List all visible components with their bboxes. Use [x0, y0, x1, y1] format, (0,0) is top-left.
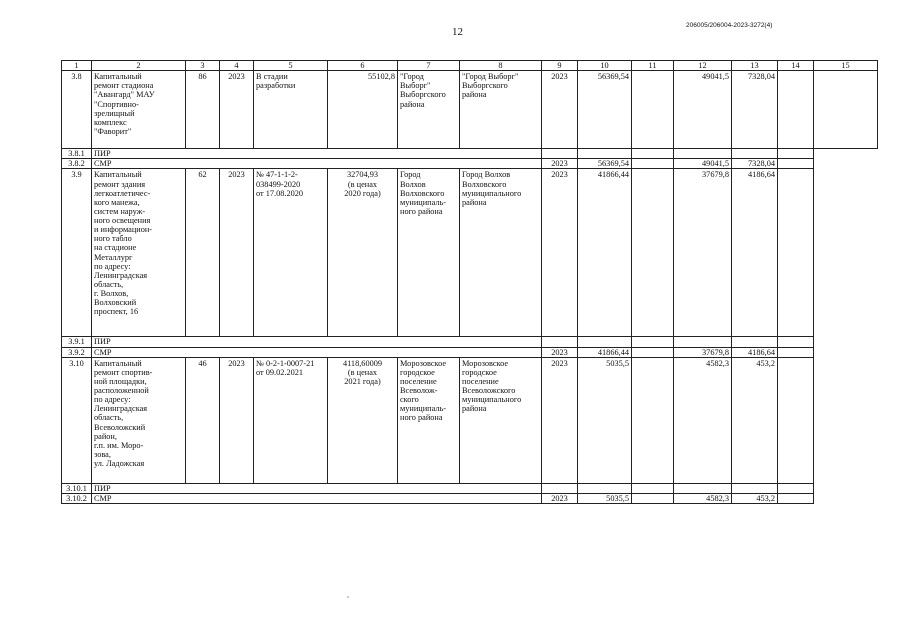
empty-cell — [814, 149, 878, 159]
local-amount: 453,2 — [732, 493, 778, 503]
column-number: 3 — [186, 61, 220, 71]
empty-cell — [814, 347, 878, 357]
regional-amount: 49041,5 — [674, 159, 732, 169]
object-name: Капитальный ремонт здания легкоатлетичес- кого манежа, систем наруж- ного освещения и информацион- ного табло на стадионе Металлург по адресу: Ленинградская область, г. Волхов, Волховский проспект, 16 — [92, 169, 186, 337]
item-number: 3.8 — [62, 71, 92, 149]
item-number: 3.9.2 — [62, 347, 92, 357]
empty-cell — [814, 357, 878, 483]
column-number: 11 — [632, 61, 674, 71]
empty-cell — [814, 337, 878, 347]
table-row — [62, 71, 878, 149]
cell-col3: 46 — [186, 357, 220, 483]
column-number: 8 — [460, 61, 542, 71]
empty-cell — [578, 149, 632, 159]
project-doc: № 0-2-1-0007-21 от 09.02.2021 — [254, 357, 328, 483]
local-amount: 4186,64 — [732, 169, 778, 337]
local-amount: 7328,04 — [732, 71, 778, 149]
empty-cell — [732, 149, 778, 159]
empty-cell — [632, 337, 674, 347]
regional-amount: 37679,8 — [674, 169, 732, 337]
empty-cell — [632, 483, 674, 493]
column-number: 1 — [62, 61, 92, 71]
project-doc: № 47-1-1-2- 038499-2020 от 17.08.2020 — [254, 169, 328, 337]
empty-cell — [542, 483, 578, 493]
empty-cell — [814, 169, 878, 337]
column-number: 15 — [814, 61, 878, 71]
year: 2023 — [542, 493, 578, 503]
stage-label: СМР — [92, 493, 542, 503]
empty-cell — [578, 337, 632, 347]
local-amount: 4186,64 — [732, 347, 778, 357]
item-number: 3.8.1 — [62, 149, 92, 159]
object-name: Капитальный ремонт спортив- ной площадки, расположенной по адресу: Ленинградская область, Всеволожский район, г.п. им. Моро- зова, ул. Ладожская — [92, 357, 186, 483]
table-row — [62, 169, 878, 337]
regional-amount: 37679,8 — [674, 347, 732, 357]
empty-cell — [814, 71, 878, 149]
empty-cell — [814, 493, 878, 503]
page-number: 12 — [452, 26, 463, 38]
customer: Город Волхов Волховского муниципального района — [460, 169, 542, 337]
empty-cell — [778, 357, 814, 483]
item-number: 3.10.1 — [62, 483, 92, 493]
local-amount: 453,2 — [732, 357, 778, 483]
table-row — [62, 357, 878, 483]
table-row — [62, 159, 878, 169]
empty-cell — [814, 483, 878, 493]
object-name: Капитальный ремонт стадиона "Авангард" МАУ "Спортивно- зрелищный комплекс "Фаворит" — [92, 71, 186, 149]
municipality: Город Волхов Волховского муниципаль- ного района — [398, 169, 460, 337]
column-number: 4 — [220, 61, 254, 71]
column-number: 13 — [732, 61, 778, 71]
empty-cell — [778, 71, 814, 149]
empty-cell — [778, 347, 814, 357]
table-row — [62, 149, 878, 159]
column-number: 7 — [398, 61, 460, 71]
year: 2023 — [542, 357, 578, 483]
item-number: 3.10.2 — [62, 493, 92, 503]
empty-cell — [632, 169, 674, 337]
empty-cell — [632, 159, 674, 169]
empty-cell — [778, 159, 814, 169]
column-number: 14 — [778, 61, 814, 71]
total-amount: 41866,44 — [578, 347, 632, 357]
stage-label: ПИР — [92, 149, 542, 159]
stage-label: ПИР — [92, 483, 542, 493]
year: 2023 — [542, 159, 578, 169]
cell-col4: 2023 — [220, 71, 254, 149]
stage-label: СМР — [92, 347, 542, 357]
column-number: 9 — [542, 61, 578, 71]
regional-amount: 4582,3 — [674, 493, 732, 503]
item-number: 3.9 — [62, 169, 92, 337]
column-number: 10 — [578, 61, 632, 71]
stage-label: СМР — [92, 159, 542, 169]
year: 2023 — [542, 71, 578, 149]
item-number: 3.10 — [62, 357, 92, 483]
total-amount: 41866,44 — [578, 169, 632, 337]
year: 2023 — [542, 347, 578, 357]
empty-cell — [632, 347, 674, 357]
empty-cell — [632, 71, 674, 149]
empty-cell — [674, 149, 732, 159]
empty-cell — [814, 159, 878, 169]
empty-cell — [732, 483, 778, 493]
document-id: 206005/206004-2023-3272(4) — [686, 22, 773, 29]
table-row — [62, 337, 878, 347]
column-number: 2 — [92, 61, 186, 71]
table-row — [62, 347, 878, 357]
empty-cell — [542, 149, 578, 159]
cell-col4: 2023 — [220, 169, 254, 337]
empty-cell — [632, 149, 674, 159]
municipality: Морозовское городское поселение Всеволож- ского муниципаль- ного района — [398, 357, 460, 483]
estimated-cost: 55102,8 — [328, 71, 398, 149]
project-doc: В стадии разработки — [254, 71, 328, 149]
total-amount: 56369,54 — [578, 71, 632, 149]
estimated-cost: 4118,60009 (в ценах 2021 года) — [328, 357, 398, 483]
cell-col4: 2023 — [220, 357, 254, 483]
empty-cell — [778, 169, 814, 337]
empty-cell — [778, 483, 814, 493]
stage-label: ПИР — [92, 337, 542, 347]
empty-cell — [778, 337, 814, 347]
local-amount: 7328,04 — [732, 159, 778, 169]
empty-cell — [732, 337, 778, 347]
empty-cell — [632, 493, 674, 503]
empty-cell — [542, 337, 578, 347]
empty-cell — [632, 357, 674, 483]
regional-amount: 4582,3 — [674, 357, 732, 483]
empty-cell — [674, 483, 732, 493]
column-number: 6 — [328, 61, 398, 71]
column-numbers-row — [62, 61, 878, 71]
total-amount: 5035,5 — [578, 493, 632, 503]
table-row — [62, 493, 878, 503]
empty-cell — [778, 493, 814, 503]
cell-col3: 62 — [186, 169, 220, 337]
column-number: 12 — [674, 61, 732, 71]
estimated-cost: 32704,93 (в ценах 2020 года) — [328, 169, 398, 337]
regional-amount: 49041,5 — [674, 71, 732, 149]
scan-speck — [347, 596, 349, 598]
total-amount: 5035,5 — [578, 357, 632, 483]
table-row — [62, 483, 878, 493]
empty-cell — [778, 149, 814, 159]
total-amount: 56369,54 — [578, 159, 632, 169]
cell-col3: 86 — [186, 71, 220, 149]
empty-cell — [578, 483, 632, 493]
customer: "Город Выборг" Выборгского района — [460, 71, 542, 149]
capital-repair-table — [61, 60, 878, 504]
item-number: 3.9.1 — [62, 337, 92, 347]
item-number: 3.8.2 — [62, 159, 92, 169]
empty-cell — [674, 337, 732, 347]
year: 2023 — [542, 169, 578, 337]
column-number: 5 — [254, 61, 328, 71]
municipality: "Город Выборг" Выборгского района — [398, 71, 460, 149]
customer: Морозовское городское поселение Всеволожского муниципального района — [460, 357, 542, 483]
